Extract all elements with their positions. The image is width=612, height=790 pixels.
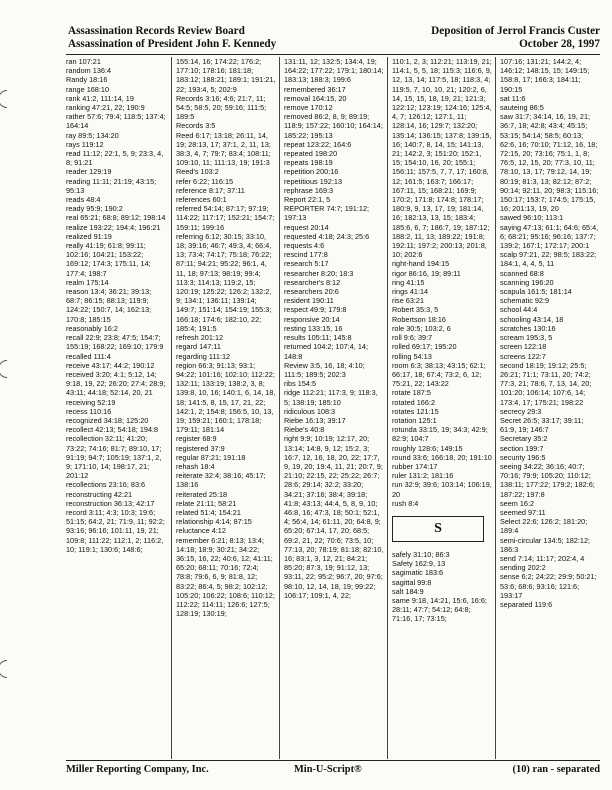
index-entry: Reed 6:17; 13:18; 26:11, 14, 19; 28:13, 17; 37:1, 2, 11, 13; 38:3, 4, 7; 79:7; 83:4; 108:11; 109:10, 11; 111:13, 19; 191:3: [176, 130, 271, 168]
index-entry: reasonably 16:2: [66, 323, 118, 333]
index-entry: repeat 123:22; 164:6: [284, 139, 352, 149]
index-entry: repeated 198:20: [284, 149, 338, 159]
index-entry: remember 6:21; 8:13; 13:4; 14:18; 18:9; 30:21; 34:22; 36:15, 16, 22; 40:6, 12; 41:11; 65:20; 68:11; 70:16; 72:4; 78:8; 79:6, 6, 9; 81:8, 12; 83:22; 86:4, 5; 98:2; 102:12; 105:20; 106:22; 108:6; 110:12; 112:22; 114:11; 126:6; 127:5; 128:19; 130:19;: [176, 535, 275, 619]
index-entry: reiterated 25:18: [176, 489, 228, 499]
index-entry: saw 31:7; 34:14, 16, 19, 21; 36:7, 18; 42:8; 43:4; 45:15; 53:15; 54:14; 58:5; 60:13; 62:6, 16; 70:10; 71:12, 16, 18; 72:15, 20; 73:16; 75:1, 1, 8; 76:5, 12, 15, 20; 77:3, 10, 11; 78:10, 13, 17; 79:12, 14, 19; 80:19; 81:3, 13; 82:12; 87:2; 90:14; 92:11, 20; 98:3; 115:16; 150:17; 153:7; 174:5; 175:15, 16; 201:13, 19, 20: [500, 112, 599, 214]
index-entry: recollect 42:13; 54:18; 194:8: [66, 425, 159, 435]
index-entry: rolled 69:17; 195:20: [392, 342, 457, 352]
index-entry: requested 4:18; 24:3; 25:6: [284, 231, 370, 241]
index-entry: rotunda 33:15, 19; 34:3; 42:9; 82:9; 104:7: [392, 425, 488, 444]
index-entry: scanned 68:8: [500, 268, 544, 278]
index-entry: Secretary 35:2: [500, 434, 548, 444]
page-footer: [66, 762, 600, 778]
index-entry: repetitious 192:13: [284, 176, 343, 186]
index-entry: sawed 96:10; 113:1: [500, 213, 564, 223]
index-entry: regular 87:21; 191:18: [176, 452, 246, 462]
index-entry: researcher's 8:12: [284, 277, 341, 287]
index-entry: run 32:9; 39:6; 103:14; 106:19, 20: [392, 480, 492, 499]
index-entry: receiving 52:19: [66, 397, 116, 407]
index-entry: ribs 154:5: [284, 379, 317, 389]
index-entry: screens 122:7: [500, 351, 546, 361]
index-entry: repetition 200:16: [284, 167, 339, 177]
index-entry: reads 48:4: [66, 195, 101, 205]
index-entry: ray 89:5; 134:20: [66, 130, 119, 140]
index-entry: Randy 18:16: [66, 75, 108, 85]
index-entry: second 18:19; 19:12; 25:5; 26:21; 71:1; 73:11, 20; 74:2; 77:3, 21; 78:6, 7, 13, 14, 20; 101:20; 106:14; 107:6, 14; 173:4, 17; 175:21; 198:22: [500, 360, 592, 407]
column-divider: [495, 57, 496, 759]
index-entry: Reed's 103:2: [176, 167, 219, 177]
index-entry: ready 95:9; 190:2: [66, 204, 123, 214]
index-entry: rubber 174:17: [392, 461, 438, 471]
index-entry: salt 184:9: [392, 586, 424, 596]
index-entry: region 66:3; 91:13; 93:1; 94:22; 101:16; 102:10; 112:22; 132:11; 133:19; 138:2, 3, 8; 139:8, 10, 16; 140:1, 6, 14, 18, 18; 141:5, 8, 15, 17, 21, 22; 142:1, 2; 154:8; 156:5, 10, 13, 19; 159:21; 160:1; 178:18; 179:11; 181:14: [176, 360, 276, 435]
index-entry: requests 4:6: [284, 241, 325, 251]
index-entry: Records 3:16; 4:6; 21:7, 11; 54:5; 58:5, 20; 59:16; 111:5; 189:5: [176, 93, 267, 122]
index-entry: related 51:4; 154:21: [176, 507, 241, 517]
binder-hole-mark-bottom: [0, 656, 20, 681]
index-entry: roughly 128:6; 149:15: [392, 443, 463, 453]
index-entry: section 199:7: [500, 443, 544, 453]
header-board-name: Assassination Records Review Board: [68, 25, 245, 37]
index-entry: seeing 34:22; 36:16; 40:7; 70:16; 79:9; 105:20; 110:12; 138:11; 177:22; 179:2; 182:6; 187:22; 197:8: [500, 461, 595, 499]
footer-reporting-company: Miller Reporting Company, Inc.: [66, 764, 209, 775]
index-entry: received 3:20; 4:1; 5:12, 14; 9:18, 19, 22; 26:20; 27:4; 28:9; 43:11; 44:18; 52:14, 20, 21: [66, 369, 166, 398]
index-entry: really 41:19; 61:8; 99:11; 102:16; 104:21; 153:22; 169:12; 174:3; 175:11, 14; 177:4; 198:7: [66, 241, 151, 278]
index-entry: regard 147:11: [176, 342, 221, 352]
index-entry: referring 6:12; 30:15; 33:10, 18; 39:16; 46:7; 49:3, 4; 66:4, 13; 73:4; 74:17; 75:18; 76:22; 87:11; 94:21; 95:22; 96:1, 4, 11, 18; 97:13; 98:19; 99:4; 113:3; 114:13; 119:2, 15; 120:19; 125:22; 126:2; 132:2, 9; 134:1; 136:11; 139:14; 149:7; 151:14; 154:19; 155:3; 166:18; 174:6; 182:10, 22; 185:4; 191:5: [176, 231, 272, 333]
index-entry: rolling 54:13: [392, 351, 432, 361]
index-entry: rephrase 169:3: [284, 185, 334, 195]
index-entry: sending 202:2: [500, 563, 546, 573]
index-entry: Secret 26:5; 33:17; 39:11; 61:9, 19; 146:7: [500, 415, 584, 435]
index-entry: right 9:9; 10:19; 12:17, 20; 13:14; 14:8, 9, 12; 15:2, 3; 16:7, 12, 16, 18, 20, 22; 17:7, 9, 19, 20; 19:4, 11, 21; 20:7, 9; 21:10; 22:15, 22; 25:22; 26:7; 28:6; 29:14; 32:2; 33:20; 34:21; 37:16; 38:4; 39:18; 41:8; 43:13; 44:4, 5, 8, 9, 10; 46:8, 16; 47:3, 18; 50:1; 52:1, 4; 56:4, 14; 61:11, 20; 64:8, 9; 65:20; 67:14, 17, 20; 68:5; 69:2, 21, 22; 70:6; 73:5, 10; 77:13, 20; 78:19; 81:18; 82:10, 16; 83:1, 3, 12, 21; 84:21; 85:20; 87:3, 19; 91:12, 13; 93:11, 22; 95:2; 96:7, 20; 97:6; 98:10, 12, 14, 18, 19; 99:22; 106:17; 109:1, 4, 22;: [284, 434, 384, 600]
index-entry: reconstruction 36:13; 42:17: [66, 498, 155, 508]
index-entry: referred 54:14; 87:17; 97:19; 114:22; 117:17; 152:21; 154:7; 159:11; 199:16: [176, 204, 275, 232]
index-entry: recalled 111:4: [66, 351, 111, 361]
index-entry: relationship 4:14; 87:15: [176, 517, 252, 527]
section-letter-box: S: [392, 516, 484, 542]
index-entry: real 65:21; 68:8; 89:12; 198:14: [66, 213, 166, 223]
header-right: [431, 25, 600, 51]
index-entry: ran 107:21: [66, 57, 101, 66]
index-entry: rigor 86:16, 19; 89:11: [392, 268, 461, 278]
index-entry: realized 91:19: [66, 231, 112, 241]
index-entry: reconstructing 42:21: [66, 489, 133, 499]
index-entry: seemed 97:11: [500, 507, 546, 517]
index-entry: 131:11, 12; 132:5; 134:4, 19; 164:22; 177:22; 179:1; 180:14; 183:13; 188:3; 199:6: [284, 57, 384, 85]
index-entry: resident 190:11: [284, 296, 334, 306]
index-entry: room 6:3; 38:13; 43:15; 62:1; 66:17, 18; 67:4; 73:2, 6, 12; 75:21, 22; 143:22: [392, 360, 486, 389]
index-entry: Report 22:1, 5: [284, 195, 331, 205]
index-column-2: [176, 57, 276, 759]
index-entry: remembered 36:17: [284, 84, 346, 94]
index-entry: role 30:5; 103:2, 6: [392, 323, 451, 333]
index-entry: Riebe's 40:8: [284, 425, 325, 435]
index-entry: REPORTER 74:7; 191:12; 197:13: [284, 204, 370, 223]
index-entry: 110:1, 2, 3; 112:21; 113:19, 21; 114:1, 5, 5, 18; 115:3; 116:6, 9, 12, 13, 14; 117:5, 18; 118:3, 4; 119:5, 7, 10, 10, 21; 120:2, 6, 14, 15, 15, 18, 19, 21; 121:3; 122:12; 123:19; 124:16; 125:4, 4, 7; 126:12; 127:1, 11; 128:14, 16; 129:7; 132:20; 135:14; 136:15; 137:8; 139:15, 16; 140:7, 8, 14, 15; 141:13, 21; 142:2, 3; 151:20; 152:1, 15; 154:10, 16, 20; 155:1; 156:11; 157:5, 7, 7, 17; 160:8, 12; 161:5; 163:7; 166:17; 167:11, 15; 168:21; 169:9; 170:2; 171:8; 174:8; 178:17; 180:9, 9, 13, 17, 19; 181:14, 16; 182:13, 13, 15; 183:4; 185:6, 6, 7; 186:7, 19; 187:12; 188:2, 11, 13; 189:22; 191:8; 192:11; 197:2; 200:13; 201:8, 10; 202:6: [392, 57, 492, 260]
index-entry: Select 22:6; 126:2; 181:20; 189:4: [500, 517, 588, 536]
index-entry: rays 119:12: [66, 139, 104, 149]
index-entry: read 11:12; 22:1, 5, 9; 23:3, 4, 8; 91:21: [66, 149, 164, 168]
index-entry: removed 86:2, 8, 9; 89:19; 118:9; 157:22; 160:10; 164:14; 185:22; 195:13: [284, 112, 383, 140]
index-entry: rotated 166:2: [392, 397, 436, 407]
index-entry: sat 11:6: [500, 93, 526, 103]
index-entry: realm 175:14: [66, 277, 109, 287]
footer-rule: [66, 760, 600, 761]
header-case-name: Assassination of President John F. Kennedy: [68, 38, 277, 50]
index-entry: removal 164:15, 20: [284, 93, 347, 103]
index-entry: responsive 20:14: [284, 314, 340, 324]
index-entry: registered 37:9: [176, 443, 225, 453]
index-entry: security 196:5: [500, 452, 546, 462]
header-deposition-name: Deposition of Jerrol Francis Custer: [431, 25, 600, 37]
index-entry: rise 63:21: [392, 296, 425, 306]
index-column-3: [284, 57, 384, 759]
index-entry: rank 41:2, 111:14, 19: [66, 93, 134, 103]
header-left: [68, 25, 276, 51]
footer-page-range: (10) ran - separated: [512, 764, 600, 775]
header-rule: [66, 54, 600, 55]
index-entry: regarding 111:12: [176, 351, 231, 361]
index-entry: Riebe 16:13; 39:17: [284, 415, 346, 425]
page-header: [68, 25, 600, 55]
index-entry: range 168:10: [66, 84, 110, 94]
index-entry: safely 31:10; 86:3: [392, 549, 450, 559]
index-entry: scratches 130:16: [500, 323, 556, 333]
index-entry: Robert 35:3, 5: [392, 305, 439, 315]
index-entry: returned 104:2; 107:4, 14; 148:8: [284, 342, 368, 361]
index-entry: rings 41:14: [392, 287, 429, 297]
index-entry: 107:16; 131:21; 144:2, 4; 146:12; 148:15, 15; 149:15; 158:8, 17; 166:3; 184:11; 190:15: [500, 57, 590, 94]
index-column-4: [392, 57, 492, 759]
index-entry: remove 170:12: [284, 103, 333, 113]
index-entry: record 3:11; 4:3; 10:3; 19:6; 51:15; 64:2, 21; 71:9, 11; 92:2; 93:16; 96:16; 101:11, 19, 21; 109:8; 111:22; 112:1, 2; 116:2, 10; 119:1; 130:6; 148:6;: [66, 507, 165, 554]
index-entry: ranking 47:21, 22; 190:9: [66, 103, 145, 113]
index-entry: rotation 125:1: [392, 415, 437, 425]
header-date: October 28, 1997: [519, 38, 600, 50]
index-entry: Robertson 18:16: [392, 314, 446, 324]
index-entry: random 136:4: [66, 66, 112, 76]
index-entry: relate 21:11; 58:21: [176, 498, 237, 508]
index-entry: screen 122:18: [500, 342, 547, 352]
index-entry: research 5:17: [284, 259, 329, 269]
index-entry: ridiculous 108:3: [284, 406, 336, 416]
index-entry: refer 6:22; 116:15: [176, 176, 234, 186]
index-entry: scapula 161:5; 181:14: [500, 287, 572, 297]
index-entry: separated 119:6: [500, 599, 553, 609]
index-entry: reluctance 4:12: [176, 526, 226, 536]
index-entry: Records 3:5: [176, 121, 216, 131]
index-entry: recognized 34:18; 125:20: [66, 415, 149, 425]
index-entry: refresh 201:12: [176, 333, 224, 343]
index-entry: receive 43:17; 44:2; 190:12: [66, 360, 155, 370]
index-entry: right-hand 194:15: [392, 259, 450, 269]
index-entry: references 60:1: [176, 195, 227, 205]
index-entry: sense 6:2; 24:22; 29:9; 50:21; 53:6; 68:6; 93:16; 121:6; 193:17: [500, 572, 597, 600]
index-entry: saying 47:13; 61:1; 64:6; 65:4, 6; 68:21; 95:16; 96:16; 137:7; 139:2; 167:1; 172:17; 200:1: [500, 222, 599, 251]
index-entry: rehash 18:4: [176, 461, 215, 471]
index-entry: register 68:9: [176, 434, 217, 444]
index-entry: rotates 121:15: [392, 406, 439, 416]
binder-hole-mark-middle: [0, 356, 20, 381]
index-entry: scalp 97:21, 22; 98:5; 183:22; 184:1, 4, 4, 5, 11: [500, 250, 597, 269]
index-entry: rush 8:4: [392, 498, 419, 508]
index-entry: send 7:14; 11:17; 202:4, 4: [500, 553, 585, 563]
index-entry: repeats 198:19: [284, 158, 333, 168]
index-entry: recollections 23:16; 83:6: [66, 480, 146, 490]
index-entry: ridge 112:21; 117:3, 9; 118:3, 5; 138:19; 185:10: [284, 388, 378, 407]
column-divider: [279, 57, 280, 759]
index-entry: rescind 177:8: [284, 250, 328, 260]
binder-hole-mark-top: [0, 86, 20, 111]
column-divider: [387, 57, 388, 759]
index-entry: resting 133:15, 16: [284, 323, 343, 333]
index-column-1: [66, 57, 168, 759]
index-entry: ring 41:15: [392, 277, 425, 287]
index-entry: request 20:14: [284, 222, 329, 232]
index-entry: respect 49:9; 179:8: [284, 305, 347, 315]
index-entry: reading 11:11; 21:19; 43:15; 95:13: [66, 176, 157, 195]
index-entry: scanning 196:20: [500, 277, 554, 287]
index-column-5: [500, 57, 600, 759]
index-entry: secrecy 29:3: [500, 406, 542, 416]
index-entry: semi-circular 134:5; 182:12; 186:3: [500, 535, 591, 554]
index-entry: sauteing 86:5: [500, 103, 544, 113]
index-entry: school 44:4: [500, 305, 538, 315]
index-entry: recall 22:9; 23:8; 47:5; 154:7; 155:19; 168:22; 169:10; 179:9: [66, 333, 164, 352]
index-entry: round 33:6; 166:18, 20; 191:10: [392, 452, 492, 462]
index-entry: seem 16:2: [500, 498, 535, 508]
index-entry: researcher 8:20; 18:3: [284, 268, 354, 278]
index-entry: schooling 43:14, 18: [500, 314, 564, 324]
index-entry: scream 195:3, 5: [500, 333, 553, 343]
index-entry: roll 9:6; 39:7: [392, 333, 433, 343]
column-divider: [171, 57, 172, 759]
index-entry: Safety 162:9, 13: [392, 559, 446, 569]
index-entry: results 105:11; 145:8: [284, 333, 352, 343]
footer-format-name: Min-U-Script®: [294, 764, 362, 775]
index-entry: same 9:18, 14:21, 15:6, 16:6; 28:11; 47:7; 54:12; 64:8; 71:16, 17; 73:15;: [392, 595, 487, 624]
index-entry: schematic 92:9: [500, 296, 550, 306]
index-entry: sagimatic 183:6: [392, 568, 444, 578]
index-entry: reader 129:19: [66, 167, 112, 177]
index-entry: rather 57:6; 79:4; 118:5; 137:4; 164:14: [66, 112, 166, 131]
index-entry: realize 193:22; 194:4; 196:21: [66, 222, 161, 232]
index-entry: reiterate 32:4; 38:16; 45:17; 138:16: [176, 471, 266, 490]
index-entry: recess 110:16: [66, 406, 112, 416]
index-entry: rotate 187:5: [392, 388, 431, 398]
index-entry: Review 3:5, 16, 18; 4:10; 111:5; 189:5; 202:3: [284, 360, 365, 379]
index-entry: 155:14, 16; 174:22; 176:2; 177:10; 178:16; 181:18; 183:12; 188:21; 189:1; 191:21, 22; 193:4, 5; 202:9: [176, 57, 276, 94]
index-entry: reason 13:4; 36:21; 39:13; 68:7; 86:15; 88:13; 119:9; 124:22; 150:7, 14; 162:13; 170:8; 185:15: [66, 287, 152, 324]
index-entry: reference 8:17; 37:11: [176, 185, 245, 195]
index-entry: researchers 20:6: [284, 287, 339, 297]
index-entry: sagittal 99:8: [392, 577, 432, 587]
index-entry: ruler 131:2; 181:16: [392, 471, 454, 481]
index-entry: recollection 32:11; 41:20; 73:22; 74:16; 81:7; 89:10, 17; 91:19; 94:7; 105:19; 137:1, 2, 9; 171:10, 14; 198:17, 21; 201:12: [66, 434, 162, 481]
